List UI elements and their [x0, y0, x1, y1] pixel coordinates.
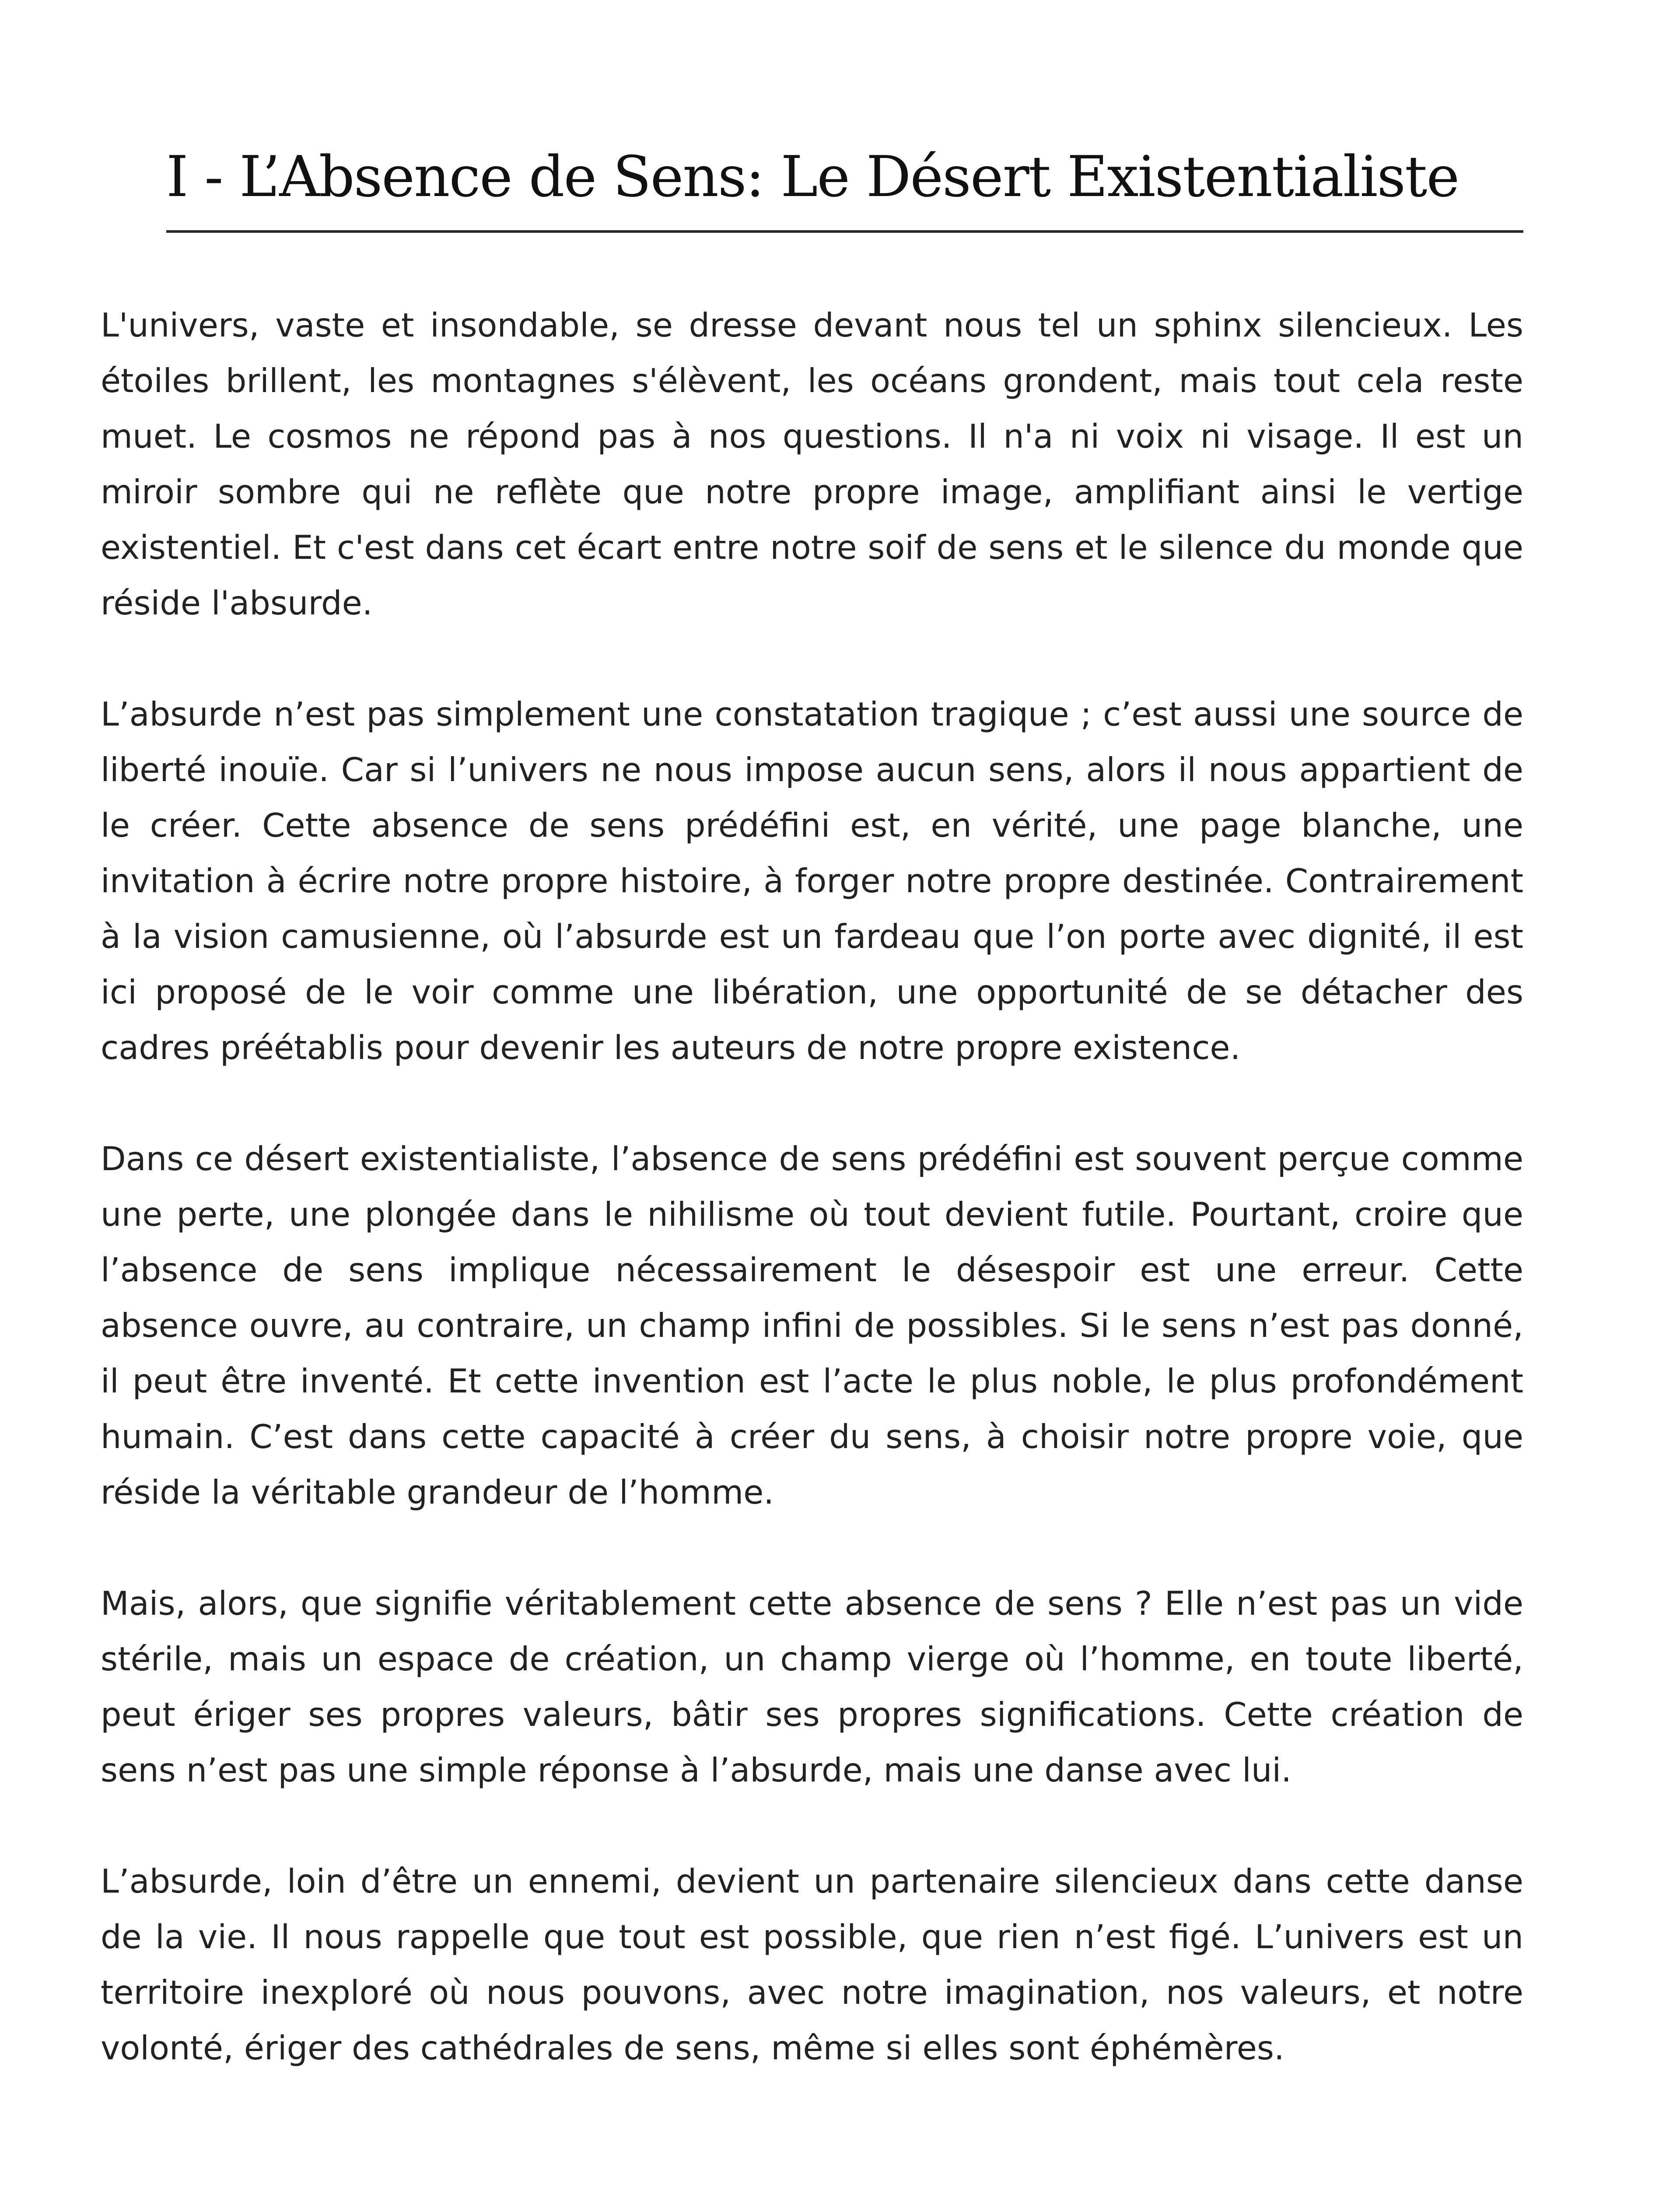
- paragraph: L’absurde n’est pas simplement une constatation tragique ; c’est aussi une source de liberté inouïe. Car si l’univers ne nous impose aucun sens, alors il nous appartient de le créer. Cette absence de sens prédéfini est, en vérité, une page blanche, une invitation à écrire notre propre histoire, à forger notre propre destinée. Contrairement à la vision camusienne, où l’absurde est un fardeau que l’on porte avec dignité, il est ici proposé de le voir comme une libération, une opportunité de se détacher des cadres préétablis pour devenir les auteurs de notre propre existence.: [101, 695, 1523, 1067]
- body-text: [101, 298, 1523, 2132]
- chapter-title: I - L’Absence de Sens: Le Désert Existentialiste: [166, 144, 1459, 210]
- paragraph: Dans ce désert existentialiste, l’absence de sens prédéfini est souvent perçue comme une perte, une plongée dans le nihilisme où tout devient futile. Pourtant, croire que l’absence de sens implique nécessairement le désespoir est une erreur. Cette absence ouvre, au contraire, un champ infini de possibles. Si le sens n’est pas donné, il peut être inventé. Et cette invention est l’acte le plus noble, le plus profondément humain. C’est dans cette capacité à créer du sens, à choisir notre propre voie, que réside la véritable grandeur de l’homme.: [101, 1140, 1523, 1511]
- paragraph: Mais, alors, que signifie véritablement cette absence de sens ? Elle n’est pas un vide stérile, mais un espace de création, un champ vierge où l’homme, en toute liberté, peut ériger ses propres valeurs, bâtir ses propres significations. Cette création de sens n’est pas une simple réponse à l’absurde, mais une danse avec lui.: [101, 1584, 1523, 1789]
- title-divider: [166, 230, 1523, 233]
- paragraph: L'univers, vaste et insondable, se dresse devant nous tel un sphinx silencieux. Les étoiles brillent, les montagnes s'élèvent, les océans grondent, mais tout cela reste muet. Le cosmos ne répond pas à nos questions. Il n'a ni voix ni visage. Il est un miroir sombre qui ne reflète que notre propre image, amplifiant ainsi le vertige existentiel. Et c'est dans cet écart entre notre soif de sens et le silence du monde que réside l'absurde.: [101, 306, 1523, 622]
- paragraph: L’absurde, loin d’être un ennemi, devient un partenaire silencieux dans cette danse de la vie. Il nous rappelle que tout est possible, que rien n’est figé. L’univers est un territoire inexploré où nous pouvons, avec notre imagination, nos valeurs, et notre volonté, ériger des cathédrales de sens, même si elles sont éphémères.: [101, 1862, 1523, 2067]
